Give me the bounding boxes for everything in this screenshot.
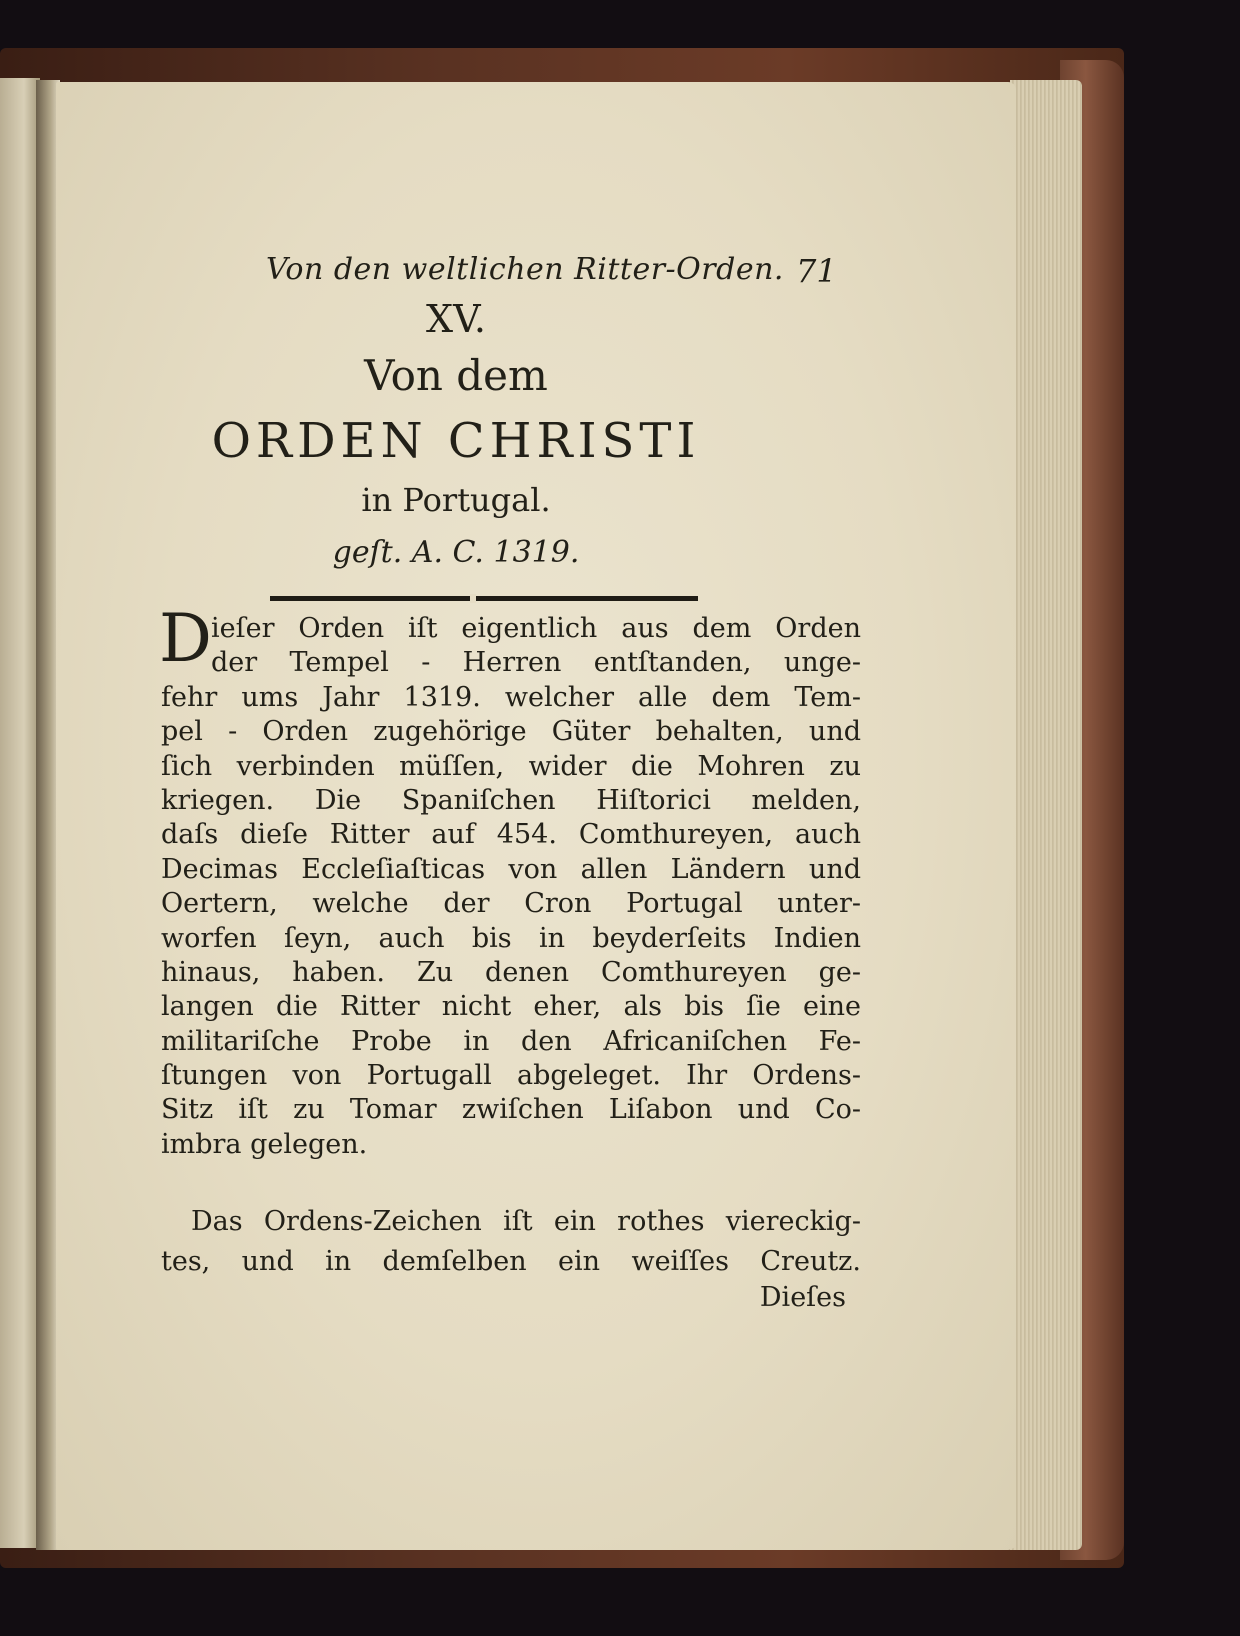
page-number: 71	[796, 252, 837, 290]
text-line: imbra gelegen.	[161, 1128, 368, 1160]
text-line: ſich verbinden müſſen, wider die Mohren zu	[161, 750, 861, 782]
text-line: daſs dieſe Ritter auf 454. Comthureyen, auch	[161, 819, 861, 851]
text-line: Das Ordens-Zeichen iſt ein rothes viereckig-	[191, 1206, 861, 1237]
catchword: Dieſes	[759, 1282, 846, 1313]
paragraph-2	[161, 1202, 861, 1282]
text-line: ieſer Orden iſt eigentlich aus dem Orden	[211, 613, 861, 644]
text-line: langen die Ritter nicht eher, als bis ſie eine	[161, 991, 861, 1023]
text-line: der Tempel - Herren entſtanden, unge-	[211, 647, 861, 679]
chapter-heading	[156, 297, 756, 579]
text-line: worfen ſeyn, auch bis in beyderſeits Indien	[161, 922, 861, 954]
left-page-edge	[0, 78, 40, 1548]
heading-line: Von dem	[364, 351, 548, 400]
text-line: Oertern, welche der Cron Portugal unter-	[161, 888, 861, 920]
text-line: fehr ums Jahr 1319. welcher alle dem Tem-	[161, 681, 861, 713]
rule-divider-gap	[470, 594, 476, 603]
text-line: tes, und in demſelben ein weiſſes Creutz.	[161, 1246, 861, 1277]
text-line: militariſche Probe in den Africaniſchen Fe-	[161, 1025, 861, 1057]
running-header: Von den weltlichen Ritter-Orden.	[266, 252, 784, 287]
text-line: kriegen. Die Spaniſchen Hiſtorici melden,	[161, 784, 861, 816]
book-page	[56, 82, 1016, 1550]
text-line: pel - Orden zugehörige Güter behalten, und	[161, 716, 861, 748]
drop-cap: D	[159, 600, 212, 677]
ornamental-rule	[270, 596, 698, 601]
paragraph-1	[161, 612, 861, 1162]
page-content	[56, 82, 1016, 1550]
order-name: ORDEN CHRISTI	[211, 413, 701, 469]
order-location: in Portugal.	[361, 481, 551, 519]
text-line: Sitz iſt zu Tomar zwiſchen Liſabon und Co-	[161, 1094, 861, 1126]
founding-date: geſt. A. C. 1319.	[332, 535, 580, 570]
text-line: hinaus, haben. Zu denen Comthureyen ge-	[161, 956, 861, 988]
section-numeral: XV.	[426, 297, 486, 341]
text-line: Decimas Eccleſiaſticas von allen Ländern und	[161, 853, 861, 885]
text-line: ſtungen von Portugall abgeleget. Ihr Ordens-	[161, 1060, 861, 1092]
page-edges	[1010, 80, 1082, 1550]
